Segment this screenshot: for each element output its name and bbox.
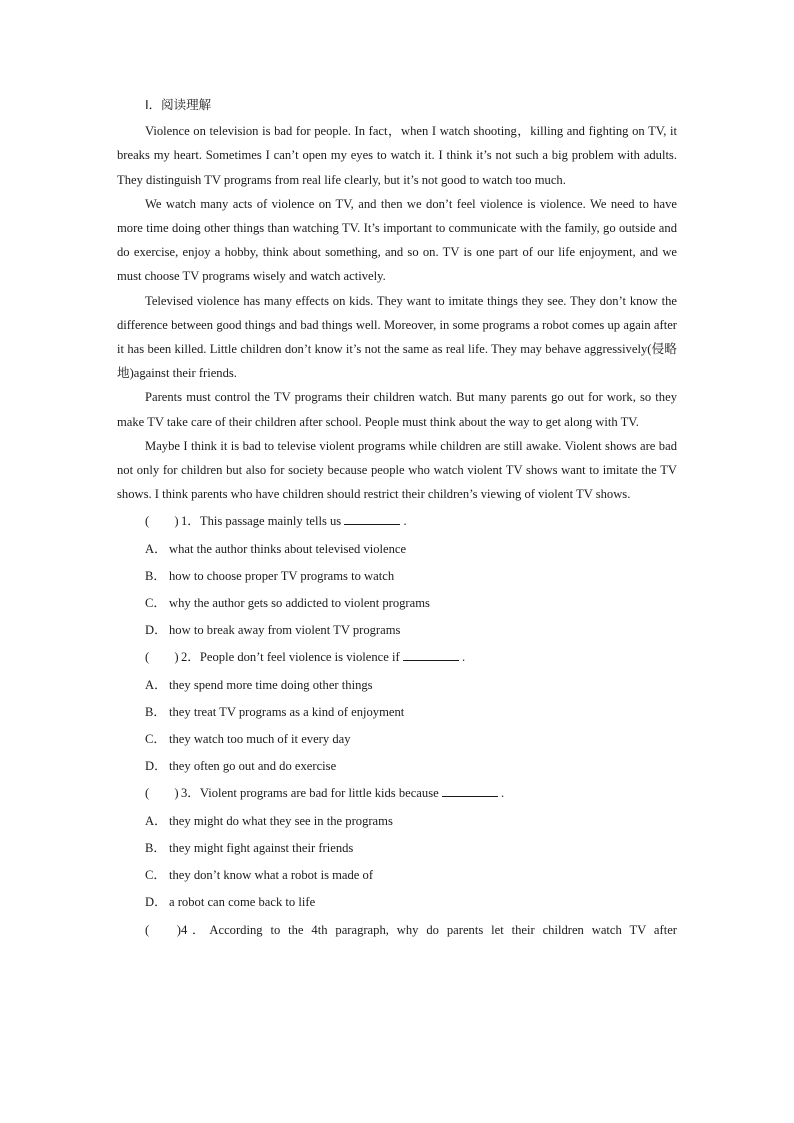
question-number: 4． [181, 922, 210, 937]
option-a[interactable]: A． they spend more time doing other things [145, 677, 373, 692]
passage-paragraph-2: We watch many acts of violence on TV, and then we don’t feel violence is violence. We need to have more time doing other things than watching TV. It’s important to communicate with the family, go outside and do exercise, enjoy a hobby, think about something, and so on. TV is one part of our life enjoyment, and we must choose TV programs wisely and watch actively. [117, 196, 677, 284]
question-tail: . [400, 514, 407, 529]
question-number: 3． [181, 786, 200, 801]
answer-blank [344, 511, 400, 525]
question-2-options [117, 673, 677, 779]
question-3 [117, 781, 677, 805]
option-b[interactable]: B． how to choose proper TV programs to watch [145, 568, 395, 583]
option-c[interactable]: C． they don’t know what a robot is made of [145, 868, 374, 883]
question-number: 1． [181, 514, 200, 529]
question-stem: People don’t feel violence is violence if [199, 650, 400, 665]
question-2 [117, 645, 677, 669]
answer-paren[interactable]: ( ) [145, 922, 181, 937]
option-d[interactable]: D． a robot can come back to life [145, 895, 316, 910]
question-1 [117, 509, 677, 533]
passage-paragraph-3: Televised violence has many effects on kids. They want to imitate things they see. They don’t know the difference between good things and bad things well. Moreover, in some programs a robot comes up again after it has been killed. Little children don’t know it’s not the same as real life. They may behave aggressively(侵略地)against their friends. [117, 293, 677, 381]
question-stem: Violent programs are bad for little kids because [199, 786, 439, 801]
question-1-options [117, 537, 677, 643]
option-d[interactable]: D． how to break away from violent TV programs [145, 623, 401, 638]
document-content [117, 93, 677, 942]
answer-paren[interactable]: ( ) [145, 514, 179, 529]
answer-paren[interactable]: ( ) [145, 650, 179, 665]
question-stem: According to the 4th paragraph, why do parents let their children watch TV after [209, 922, 677, 937]
answer-blank [403, 647, 459, 661]
question-tail: . [497, 786, 505, 801]
option-a[interactable]: A． they might do what they see in the programs [145, 813, 393, 828]
question-3-options [117, 809, 677, 915]
option-b[interactable]: B． they treat TV programs as a kind of enjoyment [145, 704, 405, 719]
question-4 [117, 918, 677, 942]
section-title: Ⅰ．阅读理解 [145, 97, 212, 112]
option-a[interactable]: A． what the author thinks about televised violence [145, 541, 407, 556]
answer-paren[interactable]: ( ) [145, 786, 179, 801]
option-b[interactable]: B． they might fight against their friends [145, 840, 354, 855]
option-d[interactable]: D． they often go out and do exercise [145, 759, 337, 774]
answer-blank [442, 783, 498, 797]
passage-paragraph-4: Parents must control the TV programs their children watch. But many parents go out for work, so they make TV take care of their children after school. People must think about the way to get along with TV. [117, 390, 677, 429]
question-stem: This passage mainly tells us [199, 514, 342, 529]
passage-paragraph-5: Maybe I think it is bad to televise violent programs while children are still awake. Violent shows are bad not only for children but also for society because people who watch violent TV shows want to imitate the TV shows. I think parents who have children should restrict their children’s viewing of violent TV shows. [117, 438, 677, 502]
question-number: 2． [181, 650, 200, 665]
passage-paragraph-1: Violence on television is bad for people. In fact，when I watch shooting，killing and fighting on TV, it breaks my heart. Sometimes I can’t open my eyes to watch it. I think it’s not such a big problem with adults. They distinguish TV programs from real life clearly, but it’s not good to watch too much. [117, 124, 677, 187]
question-tail: . [458, 650, 466, 665]
option-c[interactable]: C． why the author gets so addicted to violent programs [145, 596, 430, 611]
option-c[interactable]: C． they watch too much of it every day [145, 732, 351, 747]
